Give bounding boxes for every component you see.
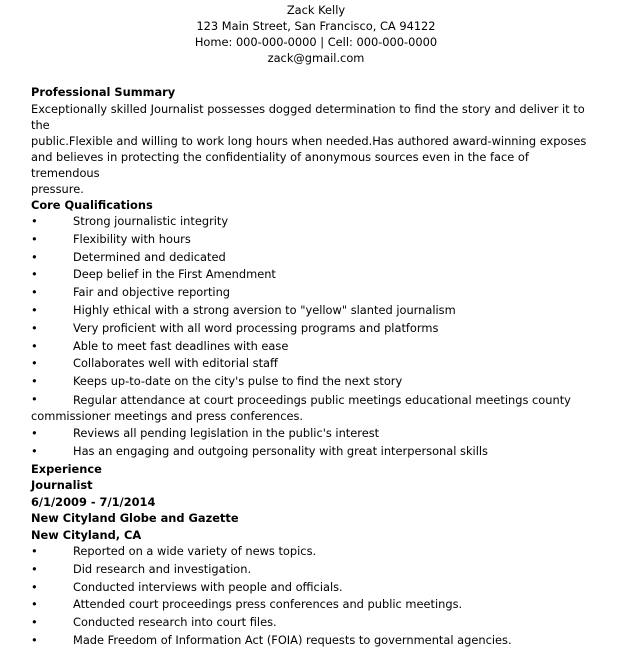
list-item-text: Able to meet fast deadlines with ease xyxy=(73,338,289,353)
bullet-icon: • xyxy=(31,338,38,353)
summary-line: public.Flexible and willing to work long hours when needed.Has authored award-winning exposes xyxy=(31,133,587,148)
list-item-text: Highly ethical with a strong aversion to "yellow" slanted journalism xyxy=(73,302,456,317)
list-item xyxy=(31,320,591,338)
bullet-icon: • xyxy=(31,579,38,594)
list-item-text: Very proficient with all word processing programs and platforms xyxy=(73,320,439,335)
list-item-text: Conducted research into court files. xyxy=(73,615,277,630)
job-title: Journalist xyxy=(31,478,93,493)
bullet-icon: • xyxy=(31,320,38,335)
bullet-icon: • xyxy=(31,615,38,630)
list-item xyxy=(31,266,591,284)
summary-line: pressure. xyxy=(31,181,84,196)
list-item-text: Deep belief in the First Amendment xyxy=(73,267,276,282)
bullet-icon: • xyxy=(31,231,38,246)
bullet-icon: • xyxy=(31,633,38,648)
experience-heading: Experience xyxy=(31,461,102,476)
summary-heading: Professional Summary xyxy=(31,85,176,99)
experience-list xyxy=(31,543,591,650)
list-item-text: Collaborates well with editorial staff xyxy=(73,356,278,371)
qualifications-heading: Core Qualifications xyxy=(31,197,153,212)
list-item xyxy=(31,614,591,632)
bullet-icon: • xyxy=(31,544,38,559)
summary-line: and believes in protecting the confidentiality of anonymous sources even in the face of tremendous xyxy=(31,149,529,180)
list-item xyxy=(31,443,591,461)
candidate-email: zack@gmail.com xyxy=(267,51,365,65)
list-item xyxy=(31,338,591,356)
list-item xyxy=(31,302,591,320)
list-item xyxy=(31,425,591,443)
list-item-text: Determined and dedicated xyxy=(73,249,226,264)
header-spacer xyxy=(31,66,591,84)
list-item-text: Reviews all pending legislation in the public's interest xyxy=(73,425,380,440)
list-item xyxy=(31,355,591,373)
bullet-icon: • xyxy=(31,425,38,440)
list-item xyxy=(31,561,591,579)
bullet-icon: • xyxy=(31,302,38,317)
resume-header xyxy=(31,2,601,66)
employer-name: New Cityland Globe and Gazette xyxy=(31,511,239,526)
bullet-icon: • xyxy=(31,443,38,458)
job-dates: 6/1/2009 - 7/1/2014 xyxy=(31,494,156,509)
list-item-text: Keeps up-to-date on the city's pulse to find the next story xyxy=(73,374,403,389)
list-item xyxy=(31,284,591,302)
employer-location: New Cityland, CA xyxy=(31,527,142,542)
candidate-phones: Home: 000-000-0000 | Cell: 000-000-0000 xyxy=(194,35,438,49)
bullet-icon: • xyxy=(31,391,38,406)
list-item xyxy=(31,213,591,231)
bullet-icon: • xyxy=(31,285,38,300)
candidate-name: Zack Kelly xyxy=(286,3,346,17)
list-item xyxy=(31,373,591,391)
bullet-icon: • xyxy=(31,249,38,264)
candidate-address: 123 Main Street, San Francisco, CA 94122 xyxy=(196,19,436,33)
list-item xyxy=(31,579,591,597)
list-item-text: Regular attendance at court proceedings public meetings educational meetings county commissioner meetings and press conferences. xyxy=(31,392,571,423)
list-item xyxy=(31,231,591,249)
bullet-icon: • xyxy=(31,561,38,576)
summary-paragraph xyxy=(31,101,591,197)
list-item-text: Made Freedom of Information Act (FOIA) requests to governmental agencies. xyxy=(73,633,512,648)
list-item-text: Conducted interviews with people and officials. xyxy=(73,579,343,594)
list-item xyxy=(31,543,591,561)
list-item-text: Reported on a wide variety of news topics. xyxy=(73,544,317,559)
list-item xyxy=(31,249,591,267)
list-item-text: Fair and objective reporting xyxy=(73,285,231,300)
list-item xyxy=(31,632,591,650)
bullet-icon: • xyxy=(31,267,38,282)
list-item xyxy=(31,391,591,425)
list-item-text: Attended court proceedings press conferences and public meetings. xyxy=(73,597,463,612)
qualifications-list xyxy=(31,213,591,461)
bullet-icon: • xyxy=(31,356,38,371)
list-item-text: Flexibility with hours xyxy=(73,231,191,246)
list-item xyxy=(31,596,591,614)
bullet-icon: • xyxy=(31,597,38,612)
summary-line: Exceptionally skilled Journalist possesses dogged determination to find the story and deliver it to the xyxy=(31,101,585,132)
bullet-icon: • xyxy=(31,374,38,389)
bullet-icon: • xyxy=(31,214,38,228)
list-item-text: Did research and investigation. xyxy=(73,561,252,576)
list-item-text: Strong journalistic integrity xyxy=(73,214,229,228)
list-item-text: Has an engaging and outgoing personality with great interpersonal skills xyxy=(73,443,488,458)
resume-page xyxy=(31,2,591,650)
